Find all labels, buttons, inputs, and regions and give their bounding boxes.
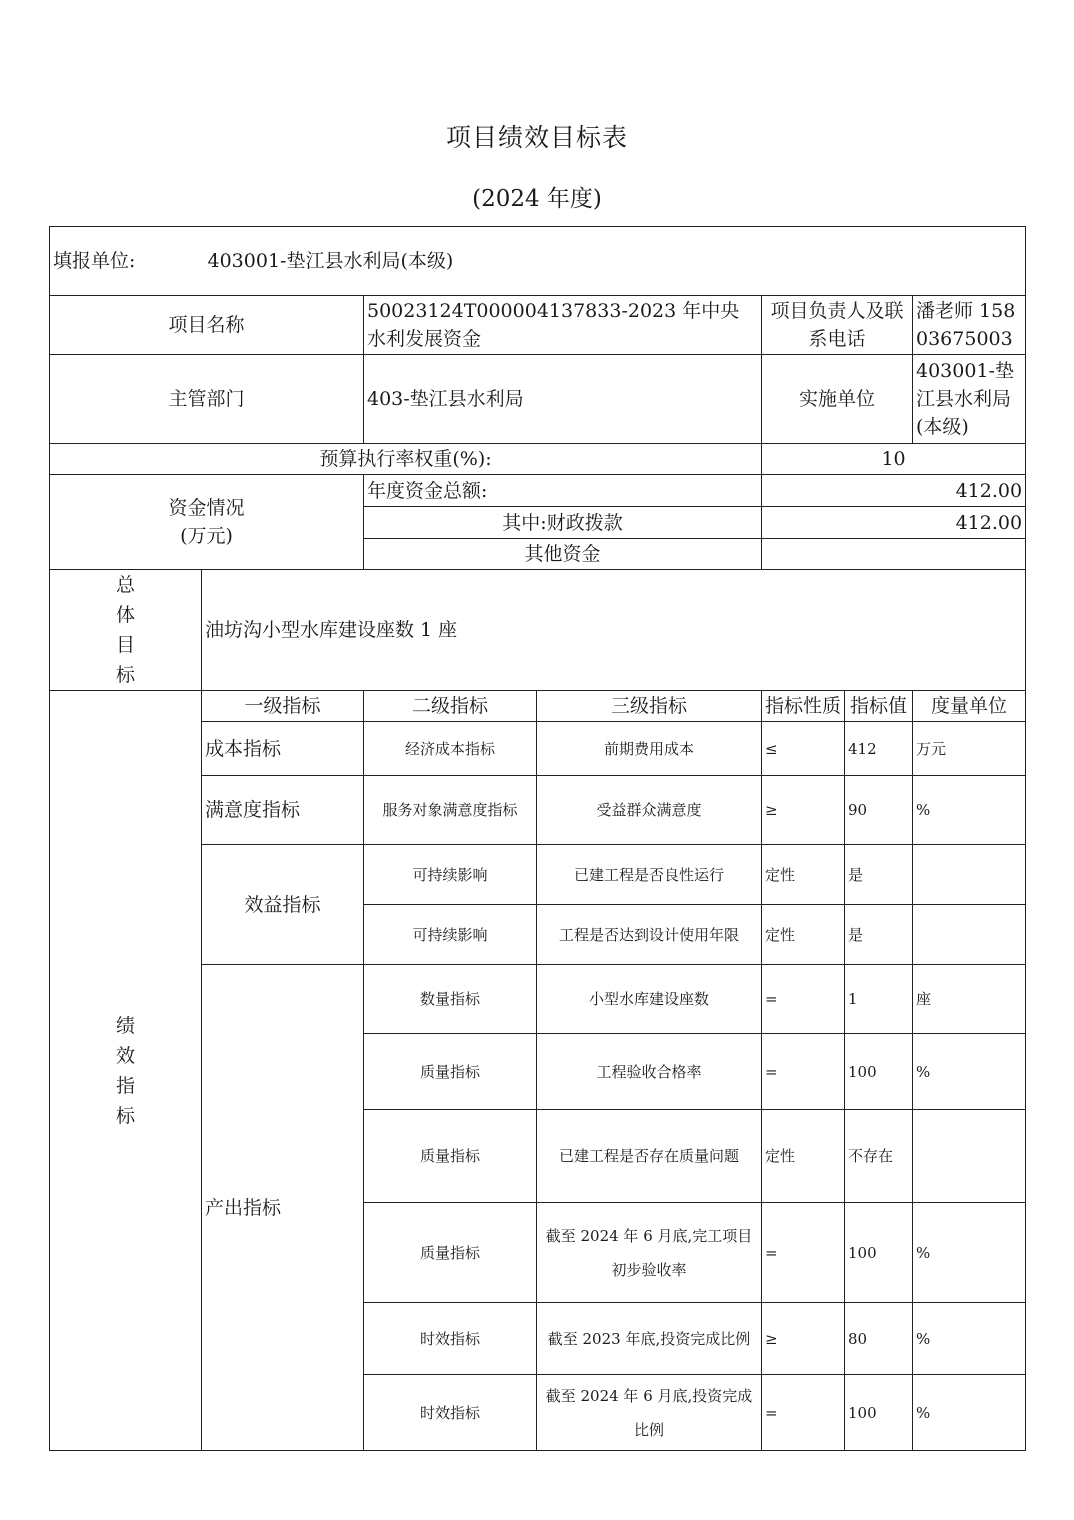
header-value: 指标值	[845, 691, 913, 722]
page-title: 项目绩效目标表	[445, 123, 628, 152]
overall-target-char: 目	[115, 634, 135, 656]
budget-rate-value: 10	[762, 444, 1026, 475]
project-contact-value: 潘老师 15803675003	[913, 296, 1026, 355]
budget-rate-label: 预算执行率权重(%):	[50, 444, 762, 475]
funds-label-line1: 资金情况	[168, 497, 245, 519]
nature-cell: ≥	[762, 776, 845, 845]
nature-cell: =	[762, 1375, 845, 1451]
unit-cell: %	[913, 1303, 1026, 1375]
overall-target-value: 油坊沟小型水库建设座数 1 座	[202, 570, 1026, 691]
unit-cell	[913, 905, 1026, 965]
level2-cell: 时效指标	[364, 1375, 537, 1451]
performance-table	[49, 226, 1026, 1451]
perf-indicators-label	[50, 691, 202, 1451]
funds-fiscal-value: 412.00	[762, 507, 1026, 539]
level3-cell: 工程验收合格率	[537, 1034, 762, 1110]
level2-cell: 可持续影响	[364, 905, 537, 965]
overall-target-char: 体	[115, 604, 135, 626]
level3-cell: 截至 2024 年 6 月底,投资完成比例	[537, 1375, 762, 1451]
nature-cell: 定性	[762, 1110, 845, 1203]
indicator-header-row	[50, 691, 1026, 722]
value-cell: 100	[845, 1034, 913, 1110]
level2-cell: 质量指标	[364, 1034, 537, 1110]
implementing-unit-value: 403001-垫江县水利局(本级)	[913, 355, 1026, 444]
level2-cell: 可持续影响	[364, 845, 537, 905]
value-cell: 80	[845, 1303, 913, 1375]
value-cell: 不存在	[845, 1110, 913, 1203]
value-cell: 90	[845, 776, 913, 845]
level3-cell: 小型水库建设座数	[537, 965, 762, 1034]
level2-cell: 质量指标	[364, 1110, 537, 1203]
value-cell: 是	[845, 845, 913, 905]
perf-indicators-char: 效	[115, 1044, 135, 1067]
perf-indicators-char: 绩	[115, 1014, 135, 1037]
level3-cell: 前期费用成本	[537, 722, 762, 776]
nature-cell: 定性	[762, 905, 845, 965]
project-name-row	[50, 296, 1026, 355]
funds-label	[50, 475, 364, 570]
level2-cell: 服务对象满意度指标	[364, 776, 537, 845]
nature-cell: ≥	[762, 1303, 845, 1375]
level1-benefit: 效益指标	[202, 845, 364, 965]
perf-indicators-char: 标	[115, 1104, 135, 1127]
header-nature: 指标性质	[762, 691, 845, 722]
level2-cell: 质量指标	[364, 1203, 537, 1303]
overall-target-label	[50, 570, 202, 691]
funds-other-value	[762, 539, 1026, 570]
unit-cell: %	[913, 1034, 1026, 1110]
funds-label-line2: (万元)	[180, 525, 233, 547]
unit-cell: %	[913, 1203, 1026, 1303]
perf-indicators-char: 指	[115, 1074, 135, 1097]
department-value: 403-垫江县水利局	[364, 355, 762, 444]
unit-cell: 万元	[913, 722, 1026, 776]
reporting-unit-value: 403001-垫江县水利局(本级)	[207, 250, 454, 272]
header-level1: 一级指标	[202, 691, 364, 722]
level3-cell: 截至 2023 年底,投资完成比例	[537, 1303, 762, 1375]
nature-cell: =	[762, 965, 845, 1034]
value-cell: 1	[845, 965, 913, 1034]
implementing-unit-label: 实施单位	[762, 355, 913, 444]
nature-cell: ≤	[762, 722, 845, 776]
level3-cell: 受益群众满意度	[537, 776, 762, 845]
level2-cell: 经济成本指标	[364, 722, 537, 776]
page-subtitle: (2024 年度)	[472, 186, 602, 212]
project-contact-label: 项目负责人及联系电话	[762, 296, 913, 355]
level3-cell: 已建工程是否良性运行	[537, 845, 762, 905]
overall-target-char: 总	[115, 574, 135, 596]
department-label: 主管部门	[50, 355, 364, 444]
nature-cell: 定性	[762, 845, 845, 905]
level1-satisfaction: 满意度指标	[202, 776, 364, 845]
reporting-unit-cell	[50, 227, 1026, 296]
funds-total-row	[50, 475, 1026, 507]
level3-cell: 工程是否达到设计使用年限	[537, 905, 762, 965]
department-row	[50, 355, 1026, 444]
header-level2: 二级指标	[364, 691, 537, 722]
overall-target-char: 标	[115, 664, 135, 686]
project-name-value: 50023124T000004137833-2023 年中央水利发展资金	[364, 296, 762, 355]
unit-cell	[913, 1110, 1026, 1203]
level2-cell: 时效指标	[364, 1303, 537, 1375]
unit-cell: 座	[913, 965, 1026, 1034]
level2-cell: 数量指标	[364, 965, 537, 1034]
value-cell: 100	[845, 1203, 913, 1303]
level3-cell: 截至 2024 年 6 月底,完工项目初步验收率	[537, 1203, 762, 1303]
level1-output: 产出指标	[202, 965, 364, 1451]
reporting-unit-label: 填报单位:	[53, 250, 136, 272]
unit-cell: %	[913, 776, 1026, 845]
value-cell: 412	[845, 722, 913, 776]
level3-cell: 已建工程是否存在质量问题	[537, 1110, 762, 1203]
value-cell: 是	[845, 905, 913, 965]
level1-cost: 成本指标	[202, 722, 364, 776]
budget-rate-row	[50, 444, 1026, 475]
reporting-unit-row	[50, 227, 1026, 296]
unit-cell: %	[913, 1375, 1026, 1451]
funds-other-label: 其他资金	[364, 539, 762, 570]
header-level3: 三级指标	[537, 691, 762, 722]
funds-total-label: 年度资金总额:	[364, 475, 762, 507]
nature-cell: =	[762, 1034, 845, 1110]
funds-fiscal-label: 其中:财政拨款	[364, 507, 762, 539]
project-name-label: 项目名称	[50, 296, 364, 355]
nature-cell: =	[762, 1203, 845, 1303]
header-unit: 度量单位	[913, 691, 1026, 722]
funds-total-value: 412.00	[762, 475, 1026, 507]
overall-target-row	[50, 570, 1026, 691]
unit-cell	[913, 845, 1026, 905]
value-cell: 100	[845, 1375, 913, 1451]
